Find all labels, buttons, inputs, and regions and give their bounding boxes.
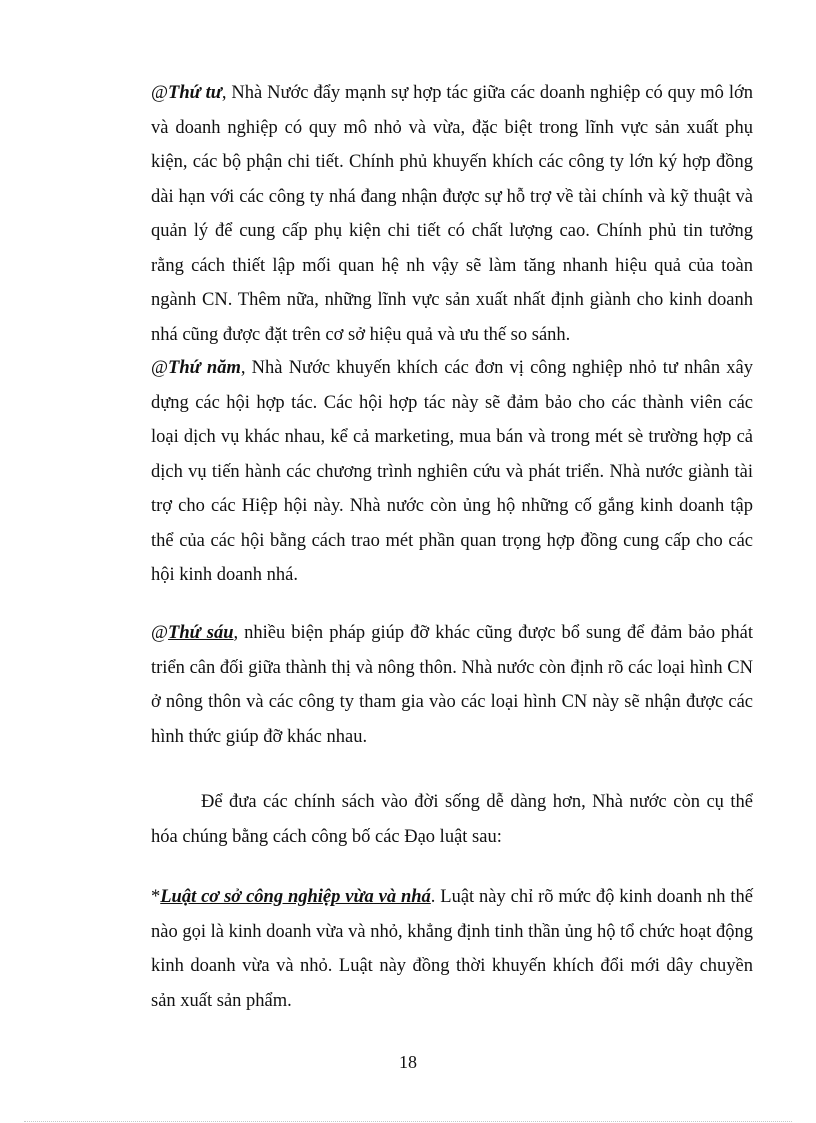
- paragraph-label: Thứ sáu: [168, 623, 234, 643]
- paragraph-text: Để đưa các chính sách vào đời sống dễ dàng hơn, Nhà nước còn cụ thể hóa chúng bằng cách công bố các Đạo luật sau:: [151, 792, 753, 847]
- paragraph-text: , Nhà Nước đẩy mạnh sự hợp tác giữa các doanh nghiệp có quy mô lớn và doanh nghiệp có quy mô nhỏ và vừa, đặc biệt trong lĩnh vực sản xuất phụ kiện, các bộ phận chi tiết. Chính phủ khuyến khích các công ty lớn ký hợp đồng dài hạn với các công ty nhá đang nhận được sự hỗ trợ về tài chính và kỹ thuật và quản lý để cung cấp phụ kiện chi tiết có chất lượng cao. Chính phủ tin tưởng rằng cách thiết lập mối quan hệ nh vậy sẽ làm tăng nhanh hiệu quả của toàn ngành CN. Thêm nữa, những lĩnh vực sản xuất nhất định giành cho kinh doanh nhá cũng được đặt trên cơ sở hiệu quả và ưu thế so sánh.: [151, 83, 753, 345]
- paragraph-label: Thứ tư: [168, 83, 222, 103]
- paragraph-prefix: @: [151, 623, 169, 643]
- paragraph-law-1: [151, 880, 753, 1018]
- paragraph-prefix: @: [151, 358, 169, 378]
- paragraph-thu-nam: [151, 351, 753, 593]
- paragraph-prefix: *: [151, 887, 161, 907]
- page-number: 18: [399, 1052, 417, 1072]
- paragraph-thu-sau: [151, 616, 753, 754]
- law-title: Luật cơ sở công nghiệp vừa và nhá: [160, 887, 431, 907]
- paragraph-label: Thứ năm: [168, 358, 241, 378]
- paragraph-text: . Luật này chỉ rõ mức độ kinh doanh nh thế nào gọi là kinh doanh vừa và nhỏ, khẳng định tinh thần ủng hộ tổ chức hoạt động kinh doanh vừa và nhỏ. Luật này đồng thời khuyến khích đổi mới dây chuyền sản xuất sản phẩm.: [151, 887, 753, 1011]
- paragraph-prefix: @: [151, 83, 169, 103]
- paragraph-thu-tu: [151, 76, 753, 352]
- page-bottom-divider: [24, 1121, 792, 1122]
- paragraph-text: , nhiều biện pháp giúp đỡ khác cũng được bổ sung để đảm bảo phát triển cân đối giữa thành thị và nông thôn. Nhà nước còn định rõ các loại hình CN ở nông thôn và các công ty tham gia vào các loại hình CN này sẽ nhận được các hình thức giúp đỡ khác nhau.: [151, 623, 753, 747]
- paragraph-text: , Nhà Nước khuyến khích các đơn vị công nghiệp nhỏ tư nhân xây dựng các hội hợp tác. Các hội hợp tác này sẽ đảm bảo cho các thành viên các loại dịch vụ khác nhau, kể cả marketing, mua bán và trong mét sè trường hợp cả dịch vụ tiến hành các chương trình nghiên cứu và phát triển. Nhà nước giành tài trợ cho các Hiệp hội này. Nhà nước còn ủng hộ những cố gắng kinh doanh tập thể của các hội bằng cách trao mét phần quan trọng hợp đồng cung cấp cho các hội kinh doanh nhá.: [151, 358, 753, 585]
- paragraph-intro-laws: [151, 785, 753, 854]
